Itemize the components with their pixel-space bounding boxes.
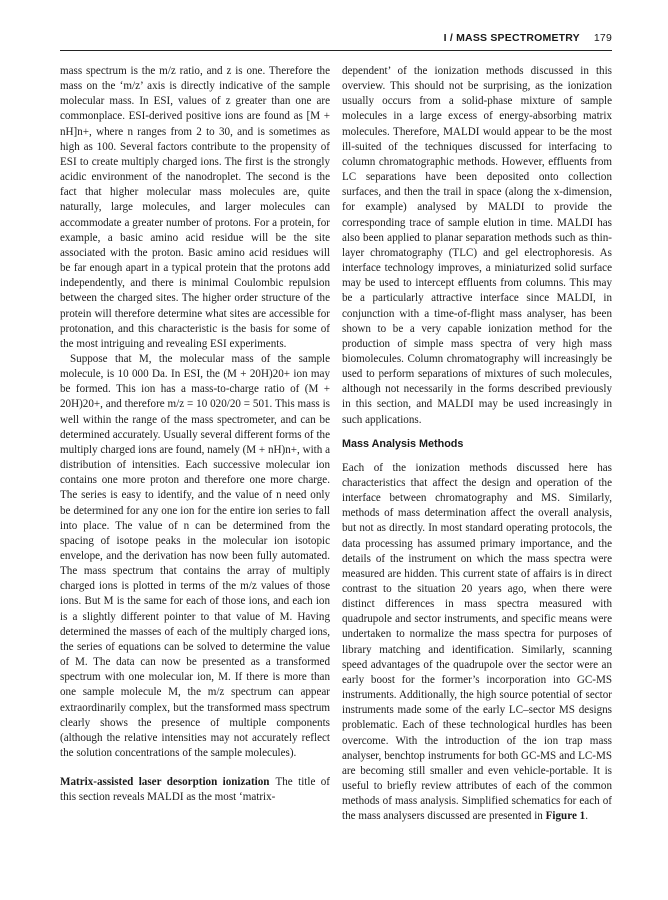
section-heading-mass-analysis: Mass Analysis Methods (342, 437, 464, 450)
paragraph-esi-charge: mass spectrum is the m/z ratio, and z is one. Therefore the mass on the ‘m/z’ axis is directly indicative of the sample molecular mass. In ESI, values of z greater than one are commonplace. ESI-derived positive ions are found as [M + nH]n+, where n ranges from 2 to 30, and is sometimes as high as 100. Several factors contribute to the propensity of ESI to create multiply charged ions. The first is the strongly acidic environment of the nanodroplet. The second is the fact that higher molecular mass molecules are, quite naturally, large molecules, and larger molecules can accommodate a greater number of protons. For a protein, for example, a basic amino acid residue will be the site associated with the proton. Basic amino acid residues will be far enough apart in a typical protein that the protons add independently, and there is minimal Coulombic repulsion between the charged sites. The higher order structure of the protein will therefore determine what sites are accessible for protonation, and this characteristic is the basis for some of the most intriguing and revealing ESI experiments. (60, 65, 330, 350)
sentence-end: . (585, 810, 588, 823)
paragraph-mass-analysis (342, 461, 612, 825)
page-number: 179 (593, 32, 612, 44)
running-title: I / MASS SPECTROMETRY (443, 32, 580, 44)
paragraph-maldi-intro (60, 775, 330, 805)
paragraph-maldi-continued: dependent’ of the ionization methods discussed in this overview. This should not be surprising, as the ionization usually occurs from a solid-phase mixture of sample molecules in a large excess of energy-absorbing matrix molecules. Therefore, MALDI would appear to be the most ill-suited of the techniques discussed for interfacing to column chromatographic methods. However, effluents from LC separations have been deposited onto collection surfaces, and then the trail in space (along the x-dimension, for example) analysed by MALDI to provide the corresponding trace of sample elution in time. MALDI has also been applied to planar separation methods such as thin-layer chromatography (TLC) and gel electrophoresis. As interface technology improves, a miniaturized solid surface may be used to intercept effluents from columns. This may be a particularly attractive interface since MALDI, in conjunction with a time-of-flight mass analyser, has been shown to be a very capable ionization method for the production of simple mass spectra of very high mass biomolecules. Column chromatography will increasingly be used to perform separations of mixtures of such molecules, although not necessarily in the forms described previously in this section, and MALDI may be used increasingly in such applications. (342, 65, 612, 426)
maldi-run-in-heading: Matrix-assisted laser desorption ionization (60, 776, 270, 789)
paragraph-gap (60, 761, 330, 775)
right-column (342, 64, 612, 825)
maldi-intro-text: The title of this section reveals MALDI as the most ‘matrix- (60, 776, 330, 804)
header-rule (60, 50, 612, 51)
mass-analysis-text: Each of the ionization methods discussed here has characteristics that affect the design and operation of the interface between chromatography and MS. Similarly, methods of mass determination affect the overall analysis, but not as directly. In most standard operating protocols, the data processing has assumed primary importance, and the details of the instrument on which the mass spectra were measured are hidden. This current state of affairs is in direct contrast to the situation 20 years ago, when there were distinct differences in mass spectra measured with quadrupole and sector instruments, and specific means were undertaken to normalize the mass spectra for purposes of library matching and identification. Similarly, scanning speed advantages of the quadrupole over the sector were an early boost for the former’s incorporation into GC-MS instruments. Additionally, the high source potential of sector instruments made some of the early LC–sector MS designs problematic. Each of these technological hurdles has been overcome. With the introduction of the ion trap mass analyser, benchtop instruments for both GC-MS and LC-MS are becoming still smaller and even vehicle-portable. It is useful to briefly review attributes of each of the common methods of mass analysis. Simplified schematics for each of the mass analysers discussed are presented in (342, 461, 612, 823)
paragraph-molecular-mass-example: Suppose that M, the molecular mass of the sample molecule, is 10 000 Da. In ESI, the (M + 20H)20+ ion may be formed. This ion has a mass-to-charge ratio of (M + 20H)20+, and therefore m/z = 10 020/20 = 501. This mass is well within the range of the mass spectrometer, and can be determined accurately. Usually several different forms of the multiply charged ions are found, namely (M + nH)n+, with a distribution of intensities. Each successive molecular ion contains one more proton and therefore one more charge. The series is easy to identify, and the value of n need only be determined for any one ion for the entire ion series to fall into place. The value of n can be determined from the spacing of isotope peaks in the molecular ion isotopic envelope, and the derivation has now been fully automated. The mass spectrum that contains the array of multiply charged ions is plotted in terms of the m/z values of those ions. But M is the same for each of those ions, and each ion is a slightly different pointer to that value of M. Having determined the masses of each of the multiply charged ions, the series of equations can be solved to determine the value of M. The data can now be presented as a transformed spectrum with one molecular ion, M. If there is more than one sample molecule M, the m/z spectrum can appear extraordinarily complex, but the transformed mass spectrum clearly shows the presence of multiple components (although the relative intensities may not accurately reflect the solution concentrations of the sample molecules). (60, 352, 330, 760)
left-column (60, 64, 330, 806)
figure-reference-link[interactable]: Figure 1 (545, 810, 586, 823)
running-head (60, 28, 612, 48)
